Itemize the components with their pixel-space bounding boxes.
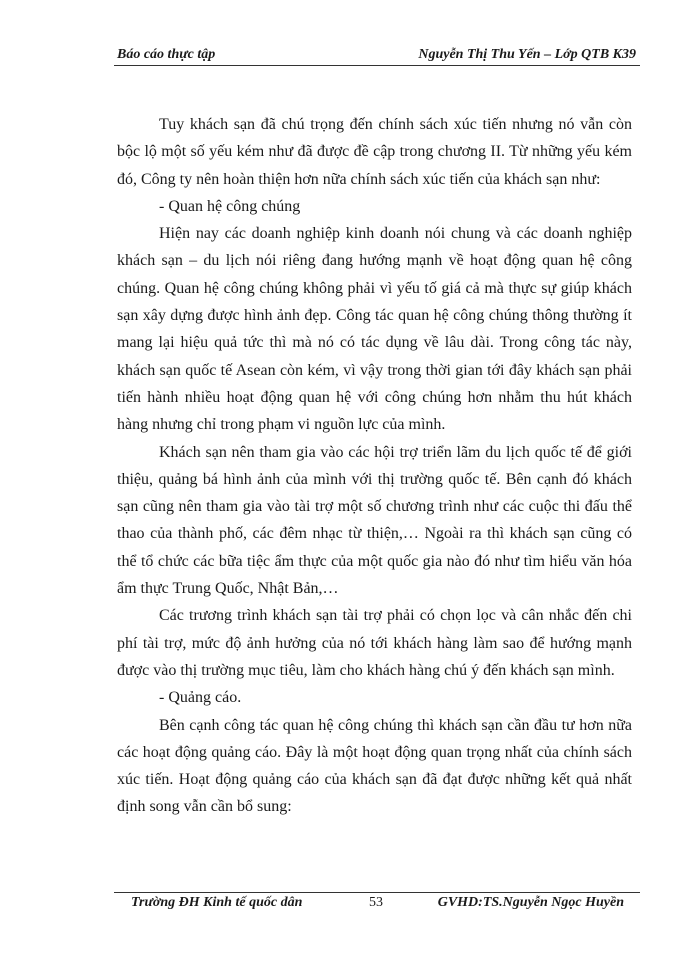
paragraph-exhibitions: Khách sạn nên tham gia vào các hội trợ triển lãm du lịch quốc tế để giới thiệu, quảng bá hình ảnh của mình với thị trường quốc tế. Bên cạnh đó khách sạn cũng nên tham gia vào tài trợ một số chương trình như các cuộc thi đấu thể thao của thành phố, các đêm nhạc từ thiện,… Ngoài ra thì khách sạn cũng có thể tổ chức các bữa tiệc ẩm thực của một quốc gia nào đó như tìm hiểu văn hóa ẩm thực Trung Quốc, Nhật Bản,… bbox=[117, 443, 632, 598]
header-divider bbox=[114, 65, 640, 66]
paragraph-advertising: Bên cạnh công tác quan hệ công chúng thì khách sạn cần đầu tư hơn nữa các hoạt động quảng cáo. Đây là một hoạt động quan trọng nhất của chính sách xúc tiến. Hoạt động quảng cáo của khách sạn đã đạt được những kết quả nhất định song vẫn cần bổ sung: bbox=[117, 716, 632, 816]
page-body bbox=[117, 111, 632, 821]
paragraph-public-relations: Hiện nay các doanh nghiệp kinh doanh nói chung và các doanh nghiệp khách sạn – du lịch nói riêng đang hướng mạnh về hoạt động quan hệ công chúng. Quan hệ công chúng không phải vì yếu tố giá cả mà thực sự giúp khách sạn xây dựng được hình ảnh đẹp. Công tác quan hệ công chúng thông thường ít mang lại hiệu quả tức thì mà nó có tác dụng về lâu dài. Trong công tác này, khách sạn quốc tế Asean còn kém, vì vậy trong thời gian tới đây khách sạn phải tiến hành nhiều hoạt động quan hệ với công chúng hơn nhằm thu hút khách hàng nhưng chỉ trong phạm vi nguồn lực của mình. bbox=[117, 225, 632, 434]
footer-divider bbox=[114, 892, 640, 893]
section-heading-advertising: - Quảng cáo. bbox=[159, 689, 242, 707]
header-report-title: Báo cáo thực tập bbox=[117, 47, 216, 62]
footer-supervisor: GVHD:TS.Nguyễn Ngọc Huyền bbox=[437, 895, 624, 910]
page-footer bbox=[117, 895, 638, 915]
header-author: Nguyễn Thị Thu Yến – Lớp QTB K39 bbox=[418, 47, 636, 62]
paragraph-intro: Tuy khách sạn đã chú trọng đến chính sách xúc tiến nhưng nó vẫn còn bộc lộ một số yếu kém như đã được đề cập trong chương II. Từ những yếu kém đó, Công ty nên hoàn thiện hơn nữa chính sách xúc tiến của khách sạn như: bbox=[117, 116, 632, 188]
page-number: 53 bbox=[369, 895, 383, 910]
page-header bbox=[117, 47, 638, 67]
paragraph-sponsorship: Các trương trình khách sạn tài trợ phải có chọn lọc và cân nhắc đến chi phí tài trợ, mức độ ảnh hưởng của nó tới khách hàng làm sao để hướng mạnh được vào thị trường mục tiêu, làm cho khách hàng chú ý đến khách sạn mình. bbox=[117, 607, 632, 679]
section-heading-public-relations: - Quan hệ công chúng bbox=[159, 197, 301, 215]
footer-university: Trường ĐH Kinh tế quốc dân bbox=[131, 895, 303, 910]
